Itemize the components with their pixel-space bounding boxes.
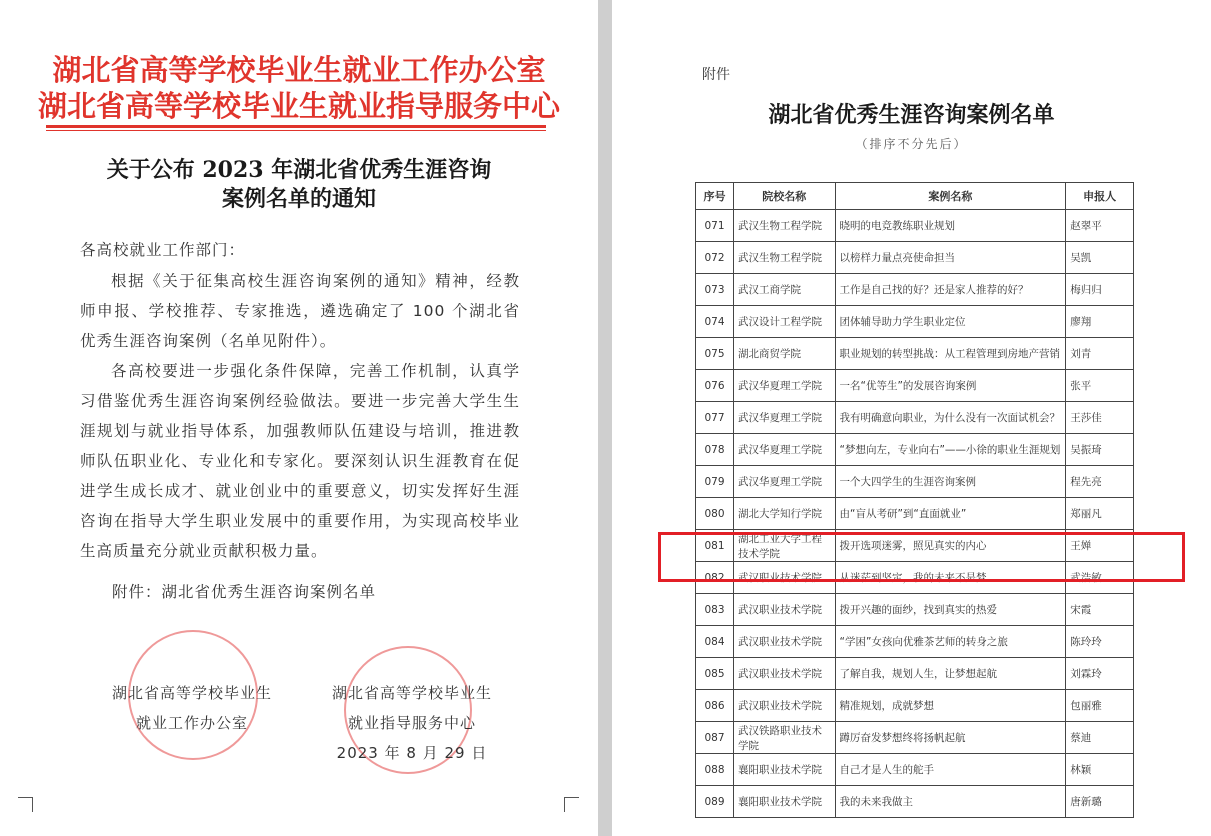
cell-case: 晓明的电竞教练职业规划 <box>835 210 1066 242</box>
table-row <box>696 306 1134 338</box>
cell-applicant: 郑丽凡 <box>1066 498 1134 530</box>
cell-case: “梦想向左，专业向右”——小徐的职业生涯规划 <box>835 434 1066 466</box>
cell-no: 080 <box>696 498 734 530</box>
cell-school: 襄阳职业技术学院 <box>733 786 835 818</box>
cell-applicant: 吴振琦 <box>1066 434 1134 466</box>
cell-case: 自己才是人生的舵手 <box>835 754 1066 786</box>
cell-school: 武汉华夏理工学院 <box>733 370 835 402</box>
cell-school: 武汉设计工程学院 <box>733 306 835 338</box>
table-row <box>696 722 1134 754</box>
table-header-row <box>696 183 1134 210</box>
cell-applicant: 梅归归 <box>1066 274 1134 306</box>
cell-school: 武汉生物工程学院 <box>733 242 835 274</box>
cell-case: 工作是自己找的好？还是家人推荐的好？ <box>835 274 1066 306</box>
table-row <box>696 626 1134 658</box>
cell-applicant: 刘青 <box>1066 338 1134 370</box>
sig-right-line2: 就业指导服务中心 <box>347 714 476 732</box>
cell-applicant: 廖翔 <box>1066 306 1134 338</box>
cell-case: 团体辅导助力学生职业定位 <box>835 306 1066 338</box>
cell-no: 087 <box>696 722 734 754</box>
annex-label: 附件 <box>702 67 730 83</box>
sig-left-line1: 湖北省高等学校毕业生 <box>112 684 273 702</box>
cell-school: 武汉工商学院 <box>733 274 835 306</box>
header-rule-thin <box>46 130 546 131</box>
cell-school: 武汉华夏理工学院 <box>733 466 835 498</box>
header-rule-thick <box>46 125 546 128</box>
table-row <box>696 274 1134 306</box>
cell-school: 武汉华夏理工学院 <box>733 402 835 434</box>
table-row <box>696 754 1134 786</box>
cell-case: 拨开选项迷雾，照见真实的内心 <box>835 530 1066 562</box>
table-row <box>696 786 1134 818</box>
sig-left-line2: 就业工作办公室 <box>135 714 248 732</box>
table-row <box>696 498 1134 530</box>
col-header-no: 序号 <box>696 183 734 210</box>
table-row <box>696 242 1134 274</box>
table-row <box>696 434 1134 466</box>
salutation: 各高校就业工作部门： <box>80 241 246 259</box>
cell-case: 由“盲从考研”到“直面就业” <box>835 498 1066 530</box>
signature-right <box>322 678 502 768</box>
highlight-box <box>658 532 1185 582</box>
annex-page <box>612 0 1211 836</box>
cell-school: 武汉职业技术学院 <box>733 594 835 626</box>
cell-applicant: 林颖 <box>1066 754 1134 786</box>
cell-applicant: 唐新璐 <box>1066 786 1134 818</box>
cell-applicant: 武浩敏 <box>1066 562 1134 594</box>
cell-case: 以榜样力量点亮使命担当 <box>835 242 1066 274</box>
col-header-school: 院校名称 <box>733 183 835 210</box>
cell-no: 075 <box>696 338 734 370</box>
table-row <box>696 370 1134 402</box>
cell-school: 湖北大学知行学院 <box>733 498 835 530</box>
cell-no: 088 <box>696 754 734 786</box>
cell-school: 武汉铁路职业技术学院 <box>733 722 835 754</box>
cell-case: 职业规划的转型挑战：从工程管理到房地产营销 <box>835 338 1066 370</box>
cell-no: 072 <box>696 242 734 274</box>
cell-school: 武汉华夏理工学院 <box>733 434 835 466</box>
cell-no: 079 <box>696 466 734 498</box>
table-row <box>696 690 1134 722</box>
cell-no: 086 <box>696 690 734 722</box>
cell-school: 武汉职业技术学院 <box>733 658 835 690</box>
attachment-note: 附件：湖北省优秀生涯咨询案例名单 <box>112 583 377 601</box>
signature-left <box>112 678 272 738</box>
cell-no: 082 <box>696 562 734 594</box>
issuer-header-line1: 湖北省高等学校毕业生就业工作办公室 <box>52 53 546 87</box>
col-header-case: 案例名称 <box>835 183 1066 210</box>
cell-case: 一个大四学生的生涯咨询案例 <box>835 466 1066 498</box>
cell-school: 湖北工业大学工程技术学院 <box>733 530 835 562</box>
body-paragraph-1: 根据《关于征集高校生涯咨询案例的通知》精神，经教师申报、学校推荐、专家推选，遴选确定了 100 个湖北省优秀生涯咨询案例（名单见附件）。 <box>80 272 520 350</box>
cell-no: 085 <box>696 658 734 690</box>
annex-subtitle: （排序不分先后） <box>855 137 968 151</box>
cell-no: 081 <box>696 530 734 562</box>
body-paragraph-2: 各高校要进一步强化条件保障，完善工作机制，认真学习借鉴优秀生涯咨询案例经验做法。要进一步完善大学生生涯规划与就业指导体系，加强教师队伍建设与培训，推进教师队伍职业化、专业化和专家化。要深刻认识生涯教育在促进学生成长成才、就业创业中的重要意义，切实发挥好生涯咨询在指导大学生职业发展中的重要作用，为实现高校毕业生高质量充分就业贡献积极力量。 <box>80 362 520 560</box>
cell-school: 武汉职业技术学院 <box>733 626 835 658</box>
cell-school: 武汉职业技术学院 <box>733 562 835 594</box>
cell-applicant: 赵翠平 <box>1066 210 1134 242</box>
cell-case: 一名“优等生”的发展咨询案例 <box>835 370 1066 402</box>
cell-no: 076 <box>696 370 734 402</box>
notice-page <box>0 0 598 836</box>
cell-applicant: 王婵 <box>1066 530 1134 562</box>
table-row <box>696 466 1134 498</box>
cell-no: 073 <box>696 274 734 306</box>
cell-case: 精准规划，成就梦想 <box>835 690 1066 722</box>
cell-no: 089 <box>696 786 734 818</box>
cell-case: 我有明确意向职业，为什么没有一次面试机会？ <box>835 402 1066 434</box>
crop-mark-bottom-left <box>18 797 33 812</box>
cell-case: “学困”女孩向优雅茶艺师的转身之旅 <box>835 626 1066 658</box>
cell-no: 071 <box>696 210 734 242</box>
notice-title-line2: 案例名单的通知 <box>221 186 376 212</box>
cell-applicant: 王莎佳 <box>1066 402 1134 434</box>
case-list-table <box>695 182 1134 818</box>
cell-no: 084 <box>696 626 734 658</box>
table-body <box>696 210 1134 818</box>
issue-date: 2023 年 8 月 29 日 <box>336 744 488 762</box>
cell-applicant: 吴凯 <box>1066 242 1134 274</box>
cell-applicant: 程先亮 <box>1066 466 1134 498</box>
cell-school: 湖北商贸学院 <box>733 338 835 370</box>
cell-applicant: 张平 <box>1066 370 1134 402</box>
page-gap <box>598 0 612 836</box>
cell-applicant: 刘霖玲 <box>1066 658 1134 690</box>
annex-title: 湖北省优秀生涯咨询案例名单 <box>768 102 1055 128</box>
cell-case: 蹲厉奋发梦想终将扬帆起航 <box>835 722 1066 754</box>
col-header-applicant: 申报人 <box>1066 183 1134 210</box>
cell-applicant: 陈玲玲 <box>1066 626 1134 658</box>
cell-school: 武汉职业技术学院 <box>733 690 835 722</box>
table-row <box>696 338 1134 370</box>
table-row <box>696 210 1134 242</box>
cell-no: 074 <box>696 306 734 338</box>
cell-applicant: 宋霞 <box>1066 594 1134 626</box>
crop-mark-bottom-right <box>564 797 579 812</box>
cell-case: 拨开兴趣的面纱，找到真实的热爱 <box>835 594 1066 626</box>
notice-title-line1: 关于公布 2023 年湖北省优秀生涯咨询 <box>106 157 492 183</box>
cell-applicant: 蔡迪 <box>1066 722 1134 754</box>
cell-no: 077 <box>696 402 734 434</box>
notice-body <box>80 266 520 566</box>
cell-school: 武汉生物工程学院 <box>733 210 835 242</box>
cell-case: 我的未来我做主 <box>835 786 1066 818</box>
issuer-header-line2: 湖北省高等学校毕业生就业指导服务中心 <box>37 89 560 123</box>
sig-right-line1: 湖北省高等学校毕业生 <box>331 684 492 702</box>
table-row <box>696 402 1134 434</box>
cell-applicant: 包丽雅 <box>1066 690 1134 722</box>
cell-case: 从迷茫到坚定，我的未来不是梦 <box>835 562 1066 594</box>
cell-no: 083 <box>696 594 734 626</box>
table-row <box>696 594 1134 626</box>
cell-no: 078 <box>696 434 734 466</box>
table-row <box>696 658 1134 690</box>
cell-school: 襄阳职业技术学院 <box>733 754 835 786</box>
cell-case: 了解自我，规划人生，让梦想起航 <box>835 658 1066 690</box>
